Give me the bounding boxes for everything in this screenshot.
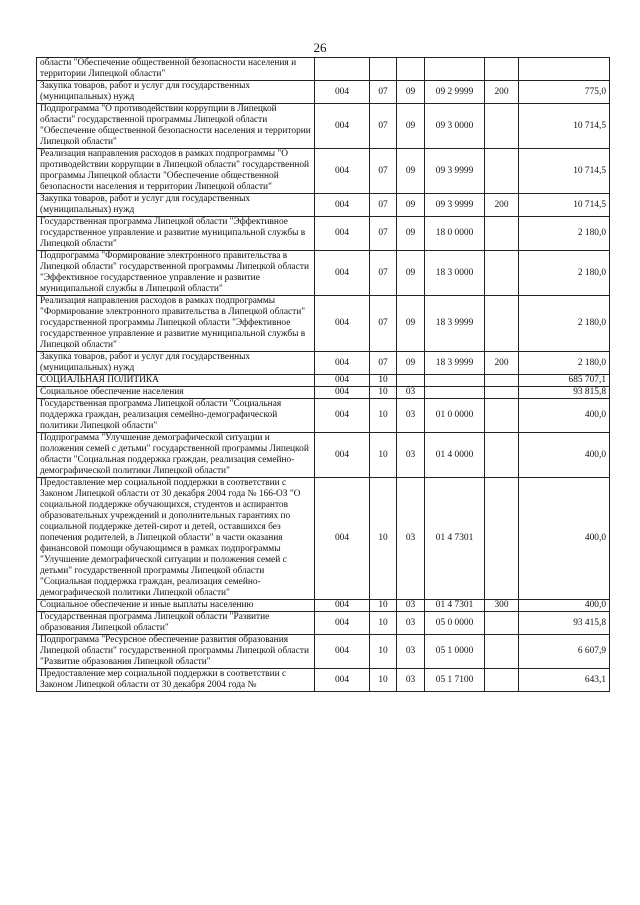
row-subsection-code: 03: [397, 612, 425, 635]
row-name: Социальное обеспечение и иные выплаты населению: [37, 600, 315, 612]
row-section-code: 10: [370, 612, 397, 635]
row-amount: 400,0: [519, 399, 610, 433]
row-subsection-code: 09: [397, 217, 425, 251]
row-ministry-code: 004: [315, 375, 370, 387]
row-name: Закупка товаров, работ и услуг для государственных (муниципальных) нужд: [37, 352, 315, 375]
table-row: [37, 58, 610, 81]
row-target-item-code: 05 0 0000: [425, 612, 485, 635]
row-amount: 10 714,5: [519, 194, 610, 217]
table-row: [37, 251, 610, 296]
row-name: СОЦИАЛЬНАЯ ПОЛИТИКА: [37, 375, 315, 387]
row-name: Закупка товаров, работ и услуг для государственных (муниципальных) нужд: [37, 194, 315, 217]
row-amount: 2 180,0: [519, 296, 610, 352]
row-subsection-code: 09: [397, 104, 425, 149]
table-row: [37, 194, 610, 217]
row-ministry-code: 004: [315, 81, 370, 104]
table-row: [37, 104, 610, 149]
row-section-code: 07: [370, 251, 397, 296]
row-subsection-code: 09: [397, 251, 425, 296]
row-name: Государственная программа Липецкой области "Эффективное государственное управление и развитие муниципальной службы в Липецкой области": [37, 217, 315, 251]
row-name: Предоставление мер социальной поддержки в соответствии с Законом Липецкой области от 30 декабря 2004 года № 166-ОЗ "О социальной поддержке обучающихся, студентов и аспирантов образовательных учреждений и дополнительных гарантиях по социальной поддержке детей-сирот и детей, оставшихся без попечения родителей, в Липецкой области" в части оказания финансовой помощи обучающимся в рамках подпрограммы "Улучшение демографической ситуации и положения семей с детьми" государственной программы Липецкой области "Социальная поддержка граждан, реализация семейно-демографической политики Липецкой области": [37, 478, 315, 600]
row-subsection-code: 03: [397, 387, 425, 399]
row-amount: [519, 58, 610, 81]
budget-table: [36, 57, 610, 692]
row-amount: 400,0: [519, 478, 610, 600]
row-section-code: 10: [370, 387, 397, 399]
row-ministry-code: 004: [315, 387, 370, 399]
row-target-item-code: 01 4 0000: [425, 433, 485, 478]
row-target-item-code: 05 1 0000: [425, 635, 485, 669]
row-ministry-code: 004: [315, 251, 370, 296]
row-amount: 10 714,5: [519, 149, 610, 194]
row-ministry-code: 004: [315, 635, 370, 669]
row-expense-type-code: 200: [485, 352, 519, 375]
row-ministry-code: 004: [315, 669, 370, 692]
row-ministry-code: 004: [315, 399, 370, 433]
row-ministry-code: 004: [315, 149, 370, 194]
row-expense-type-code: [485, 375, 519, 387]
row-ministry-code: 004: [315, 600, 370, 612]
row-section-code: 10: [370, 375, 397, 387]
row-name: Реализация направления расходов в рамках подпрограммы "О противодействии коррупции в Липецкой области" государственной программы Липецкой области "Обеспечение общественной безопасности населения и территории Липецкой области": [37, 149, 315, 194]
row-ministry-code: [315, 58, 370, 81]
row-expense-type-code: [485, 217, 519, 251]
row-amount: 10 714,5: [519, 104, 610, 149]
row-amount: 2 180,0: [519, 251, 610, 296]
row-target-item-code: 18 3 0000: [425, 251, 485, 296]
row-section-code: 07: [370, 217, 397, 251]
row-subsection-code: 03: [397, 433, 425, 478]
row-name: Подпрограмма "Ресурсное обеспечение развития образования Липецкой области" государственной программы Липецкой области "Развитие образования Липецкой области": [37, 635, 315, 669]
table-row: [37, 81, 610, 104]
table-row: [37, 635, 610, 669]
row-ministry-code: 004: [315, 296, 370, 352]
table-row: [37, 600, 610, 612]
row-amount: 93 415,8: [519, 612, 610, 635]
page-number: 26: [313, 40, 327, 55]
row-name: Закупка товаров, работ и услуг для государственных (муниципальных) нужд: [37, 81, 315, 104]
row-amount: 400,0: [519, 600, 610, 612]
budget-table-body: [37, 58, 610, 692]
row-target-item-code: 18 0 0000: [425, 217, 485, 251]
row-ministry-code: 004: [315, 194, 370, 217]
row-expense-type-code: 200: [485, 194, 519, 217]
row-expense-type-code: [485, 251, 519, 296]
row-section-code: 07: [370, 296, 397, 352]
row-name: Реализация направления расходов в рамках подпрограммы "Формирование электронного правительства в Липецкой области" государственной программы Липецкой области "Эффективное государственное управление и развитие муниципальной службы в Липецкой области": [37, 296, 315, 352]
row-target-item-code: [425, 387, 485, 399]
table-row: [37, 217, 610, 251]
row-target-item-code: 05 1 7100: [425, 669, 485, 692]
table-row: [37, 296, 610, 352]
row-expense-type-code: [485, 58, 519, 81]
row-section-code: 10: [370, 635, 397, 669]
row-ministry-code: 004: [315, 433, 370, 478]
row-expense-type-code: [485, 149, 519, 194]
row-subsection-code: 09: [397, 149, 425, 194]
table-row: [37, 399, 610, 433]
row-expense-type-code: [485, 104, 519, 149]
row-section-code: 07: [370, 194, 397, 217]
row-target-item-code: 01 4 7301: [425, 600, 485, 612]
row-name: Государственная программа Липецкой области "Социальная поддержка граждан, реализация семейно-демографической политики Липецкой области": [37, 399, 315, 433]
row-subsection-code: 09: [397, 352, 425, 375]
table-row: [37, 478, 610, 600]
row-subsection-code: [397, 58, 425, 81]
row-target-item-code: [425, 375, 485, 387]
row-ministry-code: 004: [315, 478, 370, 600]
row-expense-type-code: [485, 433, 519, 478]
row-section-code: 10: [370, 600, 397, 612]
table-row: [37, 149, 610, 194]
row-amount: 643,1: [519, 669, 610, 692]
row-amount: 93 815,8: [519, 387, 610, 399]
row-target-item-code: 09 3 9999: [425, 149, 485, 194]
row-expense-type-code: [485, 635, 519, 669]
row-subsection-code: 03: [397, 600, 425, 612]
row-ministry-code: 004: [315, 352, 370, 375]
row-section-code: 10: [370, 478, 397, 600]
row-name: Предоставление мер социальной поддержки в соответствии с Законом Липецкой области от 30 декабря 2004 года №: [37, 669, 315, 692]
table-row: [37, 352, 610, 375]
table-row: [37, 612, 610, 635]
table-row: [37, 433, 610, 478]
row-ministry-code: 004: [315, 217, 370, 251]
row-expense-type-code: [485, 478, 519, 600]
row-amount: 775,0: [519, 81, 610, 104]
row-section-code: 10: [370, 399, 397, 433]
row-subsection-code: 03: [397, 669, 425, 692]
row-amount: 685 707,1: [519, 375, 610, 387]
row-target-item-code: 09 3 9999: [425, 194, 485, 217]
row-amount: 400,0: [519, 433, 610, 478]
row-subsection-code: 09: [397, 81, 425, 104]
row-ministry-code: 004: [315, 104, 370, 149]
row-name: Подпрограмма "О противодействии коррупции в Липецкой области" государственной программы Липецкой области "Обеспечение общественной безопасности населения и территории Липецкой области": [37, 104, 315, 149]
row-amount: 2 180,0: [519, 217, 610, 251]
row-amount: 6 607,9: [519, 635, 610, 669]
row-expense-type-code: 300: [485, 600, 519, 612]
row-expense-type-code: [485, 387, 519, 399]
table-row: [37, 375, 610, 387]
row-target-item-code: [425, 58, 485, 81]
row-section-code: 10: [370, 669, 397, 692]
table-row: [37, 387, 610, 399]
row-subsection-code: 09: [397, 194, 425, 217]
row-amount: 2 180,0: [519, 352, 610, 375]
row-subsection-code: [397, 375, 425, 387]
row-target-item-code: 01 0 0000: [425, 399, 485, 433]
row-section-code: 07: [370, 352, 397, 375]
table-row: [37, 669, 610, 692]
row-expense-type-code: [485, 296, 519, 352]
row-expense-type-code: 200: [485, 81, 519, 104]
row-section-code: 07: [370, 104, 397, 149]
row-section-code: 07: [370, 149, 397, 194]
row-target-item-code: 18 3 9999: [425, 352, 485, 375]
row-subsection-code: 03: [397, 635, 425, 669]
row-expense-type-code: [485, 669, 519, 692]
row-target-item-code: 18 3 9999: [425, 296, 485, 352]
row-expense-type-code: [485, 399, 519, 433]
row-subsection-code: 09: [397, 296, 425, 352]
row-subsection-code: 03: [397, 399, 425, 433]
row-name: Социальное обеспечение населения: [37, 387, 315, 399]
row-target-item-code: 01 4 7301: [425, 478, 485, 600]
row-target-item-code: 09 3 0000: [425, 104, 485, 149]
row-name: Подпрограмма "Формирование электронного правительства в Липецкой области" государственной программы Липецкой области "Эффективное государственное управление и развитие муниципальной службы в Липецкой области": [37, 251, 315, 296]
row-section-code: 10: [370, 433, 397, 478]
row-section-code: [370, 58, 397, 81]
row-ministry-code: 004: [315, 612, 370, 635]
row-name: Государственная программа Липецкой области "Развитие образования Липецкой области": [37, 612, 315, 635]
row-name: Подпрограмма "Улучшение демографической ситуации и положения семей с детьми" государственной программы Липецкой области "Социальная поддержка граждан, реализация семейно-демографической политики Липецкой области": [37, 433, 315, 478]
row-subsection-code: 03: [397, 478, 425, 600]
row-expense-type-code: [485, 612, 519, 635]
row-target-item-code: 09 2 9999: [425, 81, 485, 104]
row-section-code: 07: [370, 81, 397, 104]
row-name: области "Обеспечение общественной безопасности населения и территории Липецкой области": [37, 58, 315, 81]
